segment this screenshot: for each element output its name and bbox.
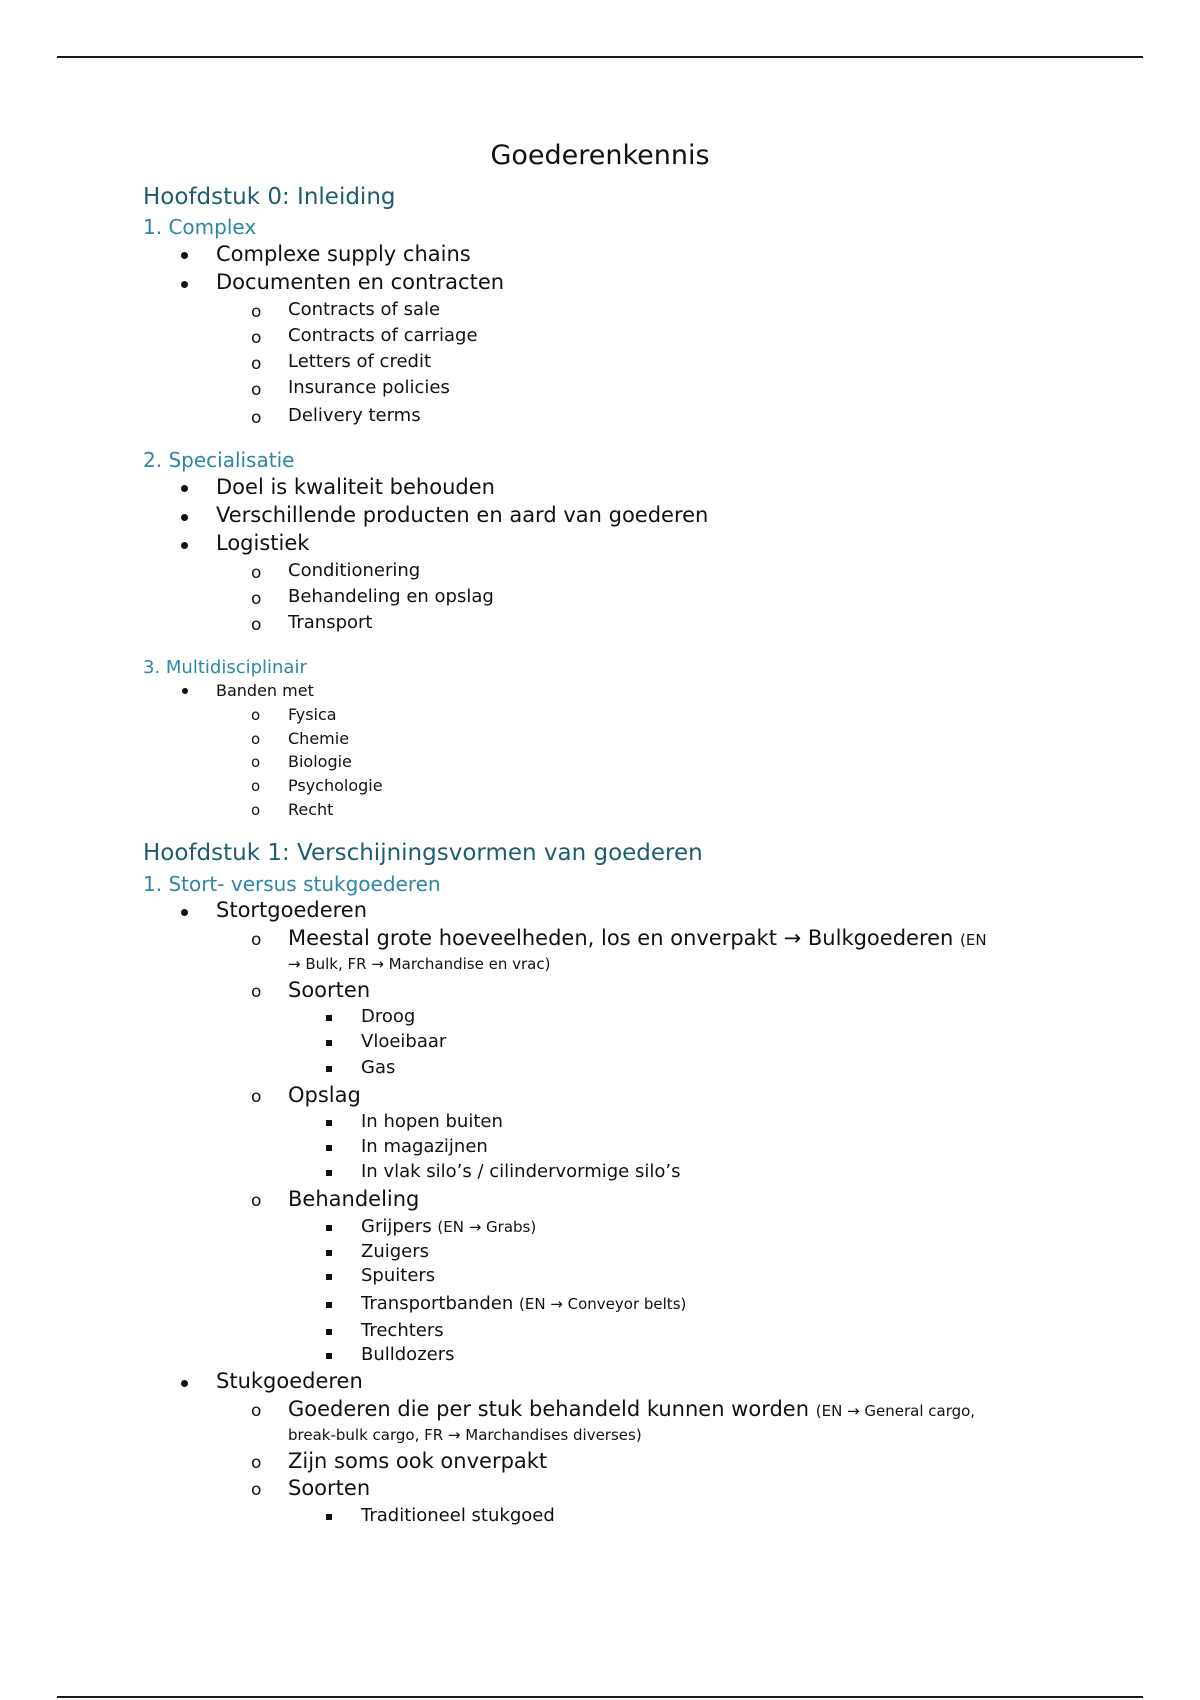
list-item: Droog [361, 1006, 416, 1027]
circle-bullet-icon: o [251, 408, 262, 428]
square-bullet-icon [326, 1250, 332, 1256]
translation-note: (EN → Grabs) [437, 1218, 537, 1236]
list-item-text: Goederen die per stuk behandeld kunnen worden [288, 1397, 810, 1421]
square-bullet-icon [326, 1302, 332, 1308]
list-item [361, 1293, 686, 1314]
circle-bullet-icon: o [251, 328, 262, 348]
list-item: Transport [288, 612, 373, 633]
header-rule [57, 56, 1143, 58]
circle-bullet-icon: o [251, 354, 262, 374]
section-complex-heading: 1. Complex [143, 215, 257, 239]
footer-rule [57, 1696, 1143, 1698]
list-item: In vlak silo’s / cilindervormige silo’s [361, 1161, 681, 1182]
circle-bullet-icon: o [251, 1087, 262, 1107]
list-item: Vloeibaar [361, 1031, 447, 1052]
square-bullet-icon [326, 1274, 332, 1280]
list-item: Contracts of sale [288, 299, 441, 320]
chapter-1-heading: Hoofdstuk 1: Verschijningsvormen van goederen [143, 840, 703, 866]
section-multidisciplinair-heading: 3. Multidisciplinair [143, 657, 307, 678]
list-item: Chemie [288, 729, 350, 748]
circle-bullet-icon: o [251, 1480, 262, 1500]
square-bullet-icon [326, 1066, 332, 1072]
translation-note: (EN → Conveyor belts) [518, 1295, 687, 1313]
section-specialisatie-heading: 2. Specialisatie [143, 448, 295, 472]
bullet-icon [181, 281, 188, 288]
bullet-icon [181, 1380, 188, 1387]
list-item: Fysica [288, 705, 337, 724]
list-item: Doel is kwaliteit behouden [216, 475, 495, 499]
list-item-text: Meestal grote hoeveelheden, los en onverpakt → Bulkgoederen [288, 926, 954, 950]
list-item-text: Transportbanden [361, 1293, 514, 1314]
list-item: Verschillende producten en aard van goederen [216, 503, 709, 527]
circle-bullet-icon: o [251, 1191, 262, 1211]
list-item: In hopen buiten [361, 1111, 503, 1132]
circle-bullet-icon: o [251, 777, 261, 795]
list-item: Stukgoederen [216, 1369, 363, 1393]
list-item: Letters of credit [288, 351, 432, 372]
list-item [288, 1397, 975, 1421]
list-item: Complexe supply chains [216, 242, 471, 266]
circle-bullet-icon: o [251, 982, 262, 1002]
list-item-text: Grijpers [361, 1216, 432, 1237]
bullet-icon [181, 252, 188, 259]
list-item [361, 1216, 536, 1237]
circle-bullet-icon: o [251, 1401, 262, 1421]
square-bullet-icon [326, 1145, 332, 1151]
document-title: Goederenkennis [490, 140, 710, 171]
list-item: Traditioneel stukgoed [361, 1505, 555, 1526]
translation-note: (EN → General cargo, [815, 1402, 976, 1420]
list-item: Delivery terms [288, 405, 421, 426]
circle-bullet-icon: o [251, 730, 261, 748]
circle-bullet-icon: o [251, 615, 262, 635]
list-item: Insurance policies [288, 377, 450, 398]
list-item: Conditionering [288, 560, 421, 581]
square-bullet-icon [326, 1514, 332, 1520]
list-item: Documenten en contracten [216, 270, 505, 294]
bullet-icon [181, 514, 188, 521]
list-item: Stortgoederen [216, 898, 368, 922]
list-item: Zuigers [361, 1241, 430, 1262]
list-item: Spuiters [361, 1265, 436, 1286]
square-bullet-icon [326, 1120, 332, 1126]
square-bullet-icon [326, 1225, 332, 1231]
list-item: Biologie [288, 752, 352, 771]
chapter-0-heading: Hoofdstuk 0: Inleiding [143, 184, 396, 210]
circle-bullet-icon: o [251, 302, 262, 322]
translation-note: (EN [960, 931, 987, 949]
translation-note: break-bulk cargo, FR → Marchandises diverses) [288, 1426, 642, 1444]
circle-bullet-icon: o [251, 706, 261, 724]
translation-note: → Bulk, FR → Marchandise en vrac) [288, 955, 551, 973]
list-item: Banden met [216, 681, 314, 700]
circle-bullet-icon: o [251, 589, 262, 609]
circle-bullet-icon: o [251, 1453, 262, 1473]
list-item: Opslag [288, 1083, 361, 1107]
circle-bullet-icon: o [251, 380, 262, 400]
bullet-icon [181, 909, 188, 916]
list-item: Gas [361, 1057, 396, 1078]
square-bullet-icon [326, 1015, 332, 1021]
list-item: Recht [288, 800, 334, 819]
list-item: Soorten [288, 978, 371, 1002]
bullet-icon [181, 542, 188, 549]
list-item: Psychologie [288, 776, 383, 795]
list-item: Contracts of carriage [288, 325, 478, 346]
circle-bullet-icon: o [251, 930, 262, 950]
list-item: Behandeling [288, 1187, 420, 1211]
square-bullet-icon [326, 1170, 332, 1176]
square-bullet-icon [326, 1040, 332, 1046]
list-item: Bulldozers [361, 1344, 455, 1365]
bullet-icon [182, 688, 188, 694]
list-item: In magazijnen [361, 1136, 488, 1157]
list-item [288, 926, 987, 950]
list-item: Logistiek [216, 531, 310, 555]
list-item: Zijn soms ook onverpakt [288, 1449, 548, 1473]
section-stort-stuk-heading: 1. Stort- versus stukgoederen [143, 872, 441, 896]
list-item: Behandeling en opslag [288, 586, 494, 607]
square-bullet-icon [326, 1329, 332, 1335]
list-item: Soorten [288, 1476, 371, 1500]
bullet-icon [181, 485, 188, 492]
circle-bullet-icon: o [251, 801, 261, 819]
list-item: Trechters [361, 1320, 444, 1341]
circle-bullet-icon: o [251, 753, 261, 771]
square-bullet-icon [326, 1353, 332, 1359]
circle-bullet-icon: o [251, 563, 262, 583]
